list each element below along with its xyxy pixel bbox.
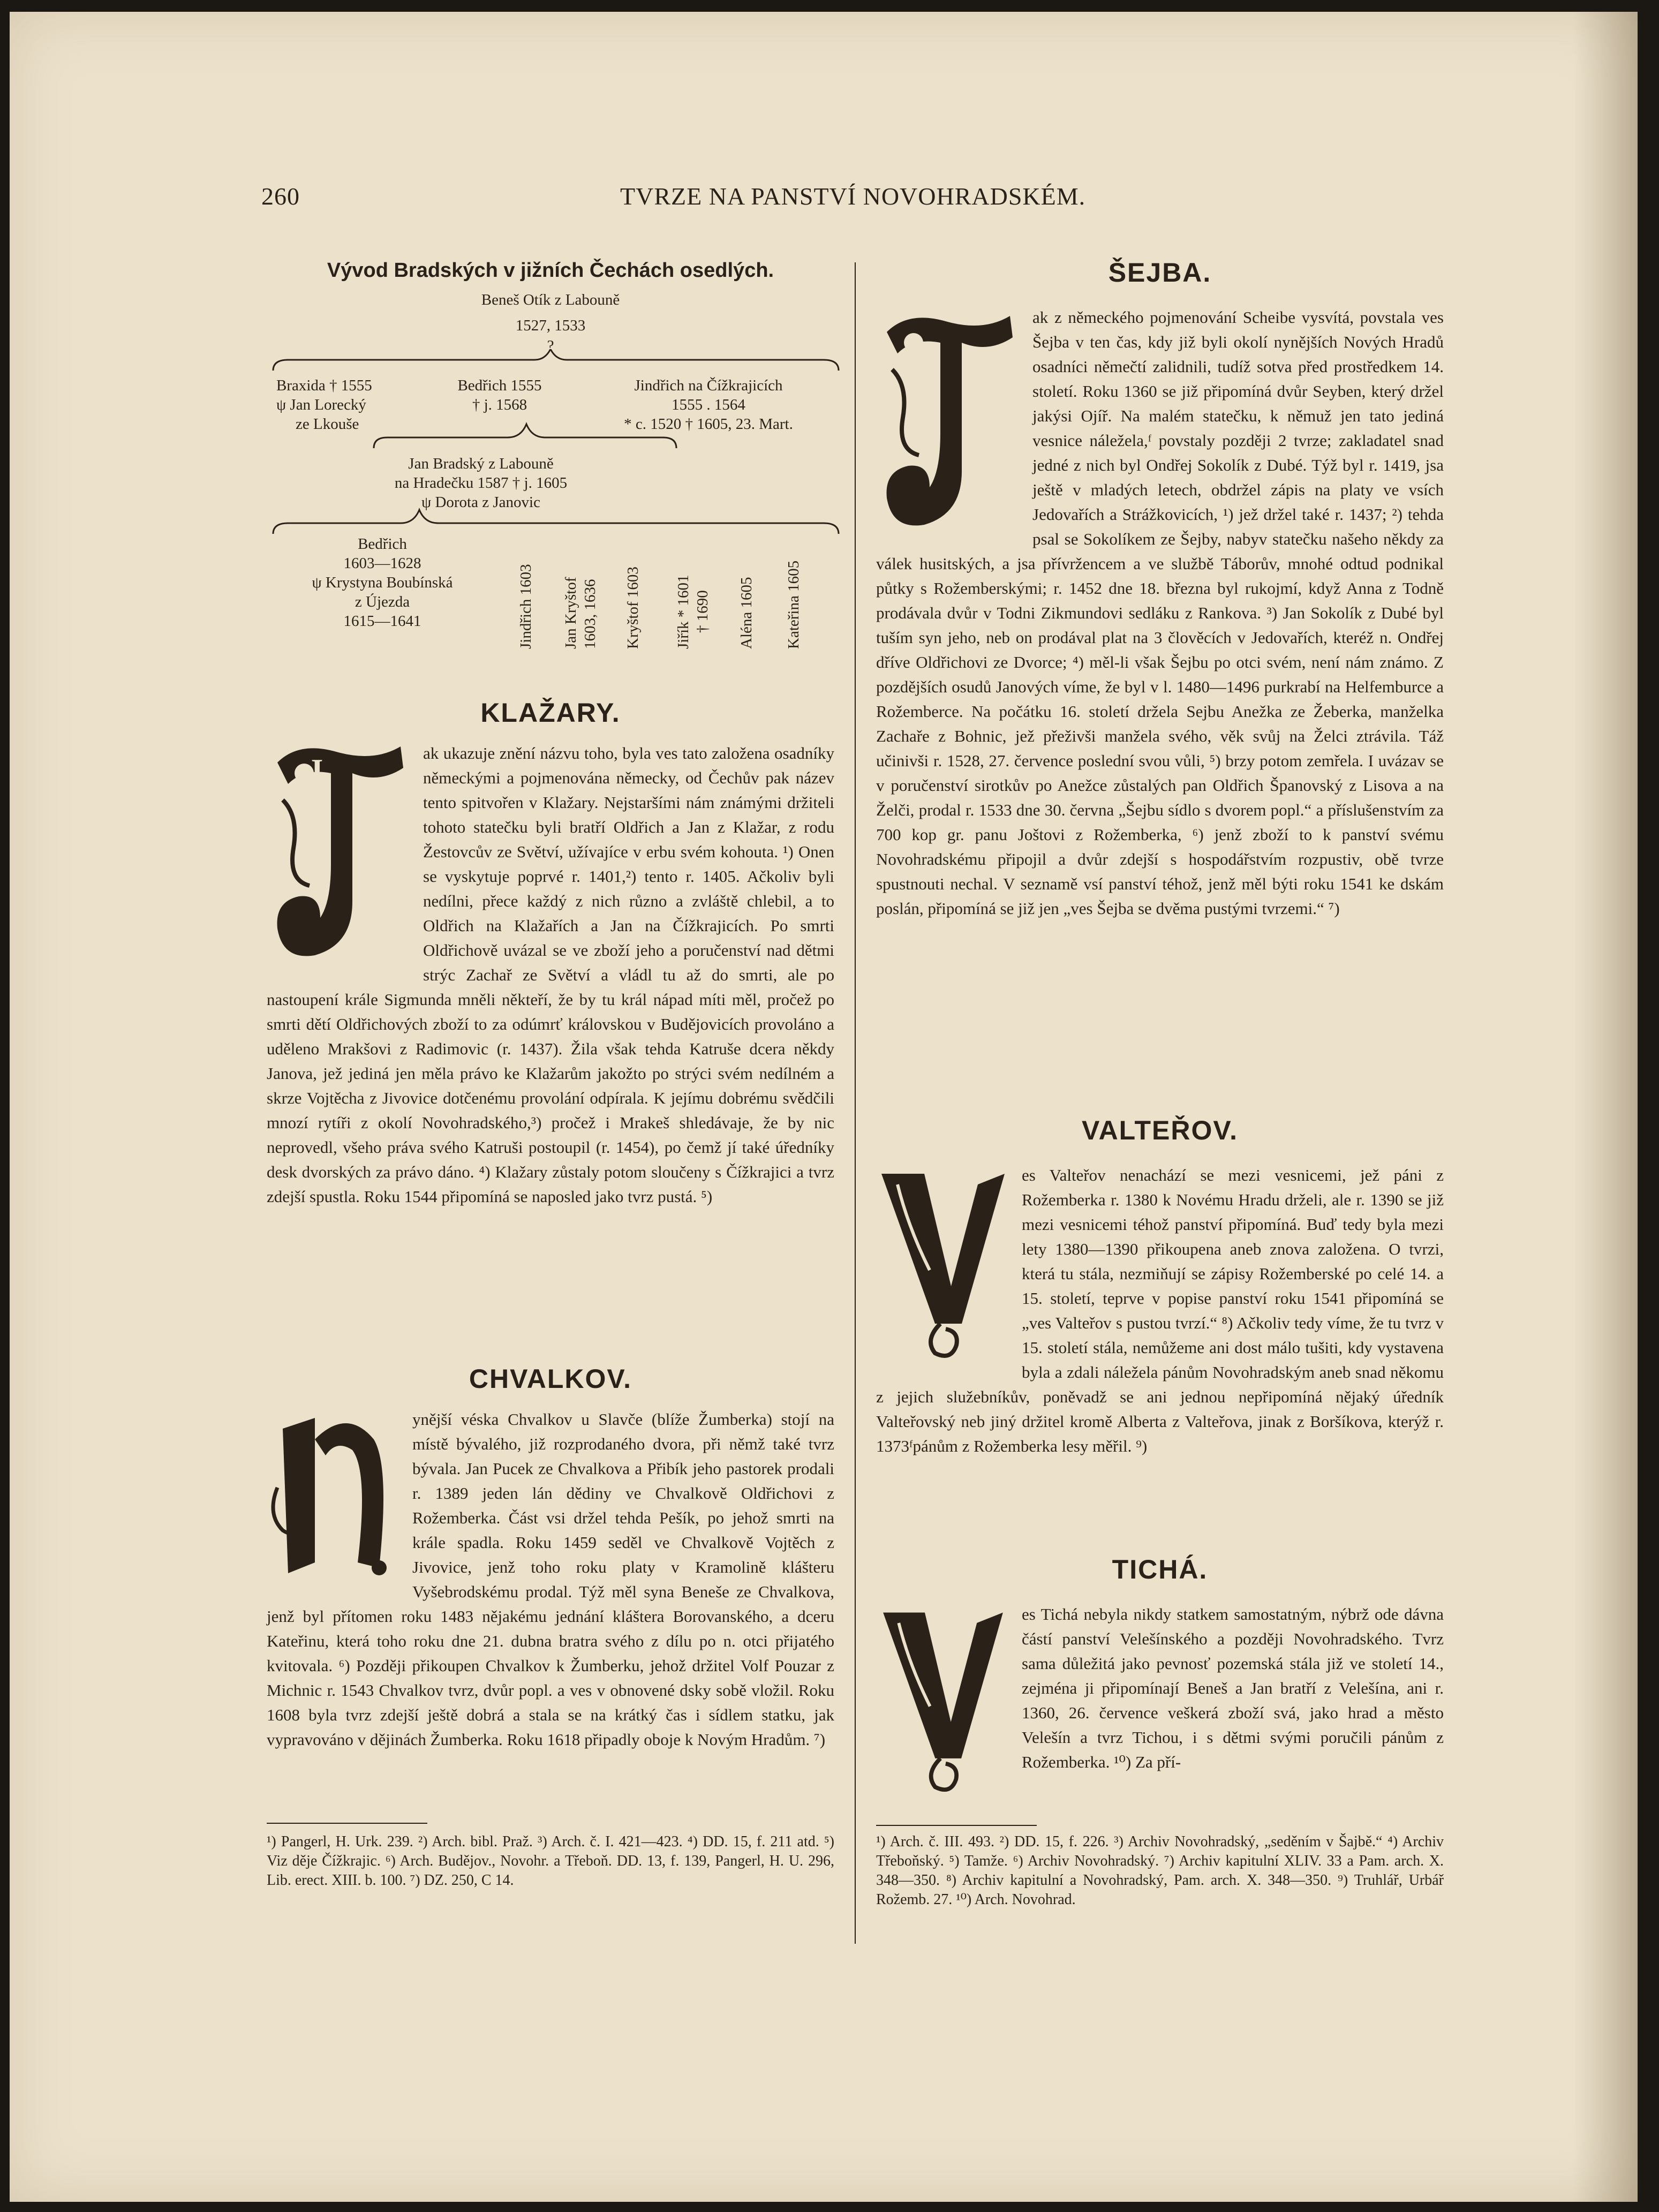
genealogy-title: Vývod Bradských v jižních Čechách osedlých. [327, 259, 774, 282]
jindrich-name: Jindřich na Čížkrajicích [634, 377, 783, 394]
paragraph-sejba: ak z německého pojmenování Scheibe vysvítá, povstala ves Šejba v ten čas, kdy již byli okolí nynějších Nových Hradů osadníci němečtí zalidnili, tudíž sotva před prostředkem 14. století. Roku 1360 se již připomíná dvůr Seyben, který držel jakýsi Ojíř. Na malém statečku, k němuž jen tato jediná vesnice náležela,ᶠ povstaly později 2 tvrze; zakladatel snad jedné z nich byl Ondřej Sokolík z Dubé. Týž byl r. 1419, jsa ještě v mladých letech, obdržel zápis na platy ve vsích Jedovařích a Strážkovicích, ¹) jež držel také r. 1437; ²) tehda psal se Sokolíkem ze Šejby, nabyv statečku našeho někdy za válek husitských, a jsa přívržencem a ve službě Táborův, mnohé odtud podnikal půtky s Rožemberskými; r. 1452 dne 18. března byl rukojmí, když Anna z Todně prodávala dvůr v Todni Zikmundovi sedláku z Rankova. ³) Jan Sokolík z Dubé byl tuším syn jeho, neb on prodával plat na 3 člověcích v Jedovařích, kteréž n. Ondřej dříve Oldřichovi ze Dvorce; ⁴) měl-li však Šejbu po otci svém, není nám známo. Z pozdějších osudů Janových víme, že byl v l. 1480—1496 purkrabí na Helfemburce a Rožemberce. Na počátku 16. století držela Sejbu Anežka ze Žeberka, manželka Zachaře z Bohnic, jež přeživši manžela svého, věk svůj na Želci ztrávila. Táž učinivši r. 1528, 27. července poslední svou vůli, ⁵) brzy potom zemřela. I uvázav se v poručenství sirotkův po Anežce zůstalých pan Oldřich Španovský z Lisova a na Želči, prodal r. 1533 dne 30. června „Šejbu sídlo s dvorem popl.“ a příslušenstvím za 700 kop gr. panu Joštovi z Rožemberka, ⁶) jenž zboží to k panství svému Novohradskému připojil a dvůr zdejší s hospodářstvím rozpustiv, obě tvrze spustnouti nechal. V seznamě vsí panství téhož, jenž měl býti roku 1541 ke dskám poslán, připomíná se již jen „ves Šejba se dvěma pustými tvrzemi.“ ⁷) [876, 308, 1444, 918]
drop-cap-v-icon-2 [876, 1602, 1010, 1795]
running-title: TVRZE NA PANSTVÍ NOVOHRADSKÉM. [620, 183, 1086, 210]
page-spine-shadow [1573, 12, 1638, 2202]
paragraph-chvalkov: ynější véska Chvalkov u Slavče (blíže Žumberka) stojí na místě bývalého, již rozprodaného dvora, při němž také tvrz bývala. Jan Pucek ze Chvalkova a Přibík jeho pastorek prodali r. 1389 jeden lán dědiny ve Chvalkově Oldřichovi z Rožemberka. Část vsi držel tehda Pešík, po jehož smrti na krále spadla. Roku 1459 seděl ve Chvalkově Vojtěch z Jivovice, jenž toho roku platy v Kramolině klášteru Vyšebrodskému prodal. Týž měl syna Beneše ze Chvalkova, jenž byl přítomen roku 1483 nějakému jednání kláštera Borovanského, a dceru Kateřinu, která toho roku dne 21. dubna bratra svého z dílu po n. otci přijatého kvitovala. ⁶) Později přikoupen Chvalkov k Žumberku, jehož držitel Volf Pouzar z Michnic r. 1543 Chvalkov tvrz, dvůr popl. a ves v obnovené dsky sobě vložil. Roku 1608 byla tvrz zdejší ještě dobrá a stala se na krátký čas i sídlem statku, jak vypravováno v dějinách Žumberka. Roku 1618 připadly oboje k Novým Hradům. ⁷) [267, 1410, 834, 1749]
genealogy-root-name: Beneš Otík z Labouně [481, 291, 620, 308]
drop-cap-j-icon-2 [876, 305, 1021, 541]
paragraph-klazary: ak ukazuje znění názvu toho, byla ves tato založena osadníky německými a pojmenována německy, od Čechův pak název tento spitvořen v Klažary. Nejstaršími nám známými držiteli tohoto statečku byli bratří Oldřich a Jan z Klažar, z rodu Žestovcův ze Světví, užívajíce v erbu svém kohouta. ¹) Onen se vyskytuje poprvé r. 1401,²) tento r. 1405. Ačkoliv byli nedílni, přece každý z nich různo a zvláště chlebil, a to Oldřich na Klažařích a Jan na Čížkrajicích. Po smrti Oldřichově uvázal se ve zboží jeho a poručenství nad dětmi strýc Zachař ze Světví a vládl tu až do smrti, ale po nastoupení krále Sigmunda mněli někteří, že by tu král nápad míti měl, pročež po smrti dětí Oldřichových zboží to za odúmrť královskou v Budějovicích provoláno a uděleno Mrakšovi z Radimovic (r. 1437). Žila však tehda Katruše dcera někdy Janova, jež jediná jen měla právo ke Klažarům jakožto po strýci svém nedílném a skrze Vojtěcha z Jivovice dotčenému provolání odpírala. K jejímu dobrému svědčili mnozí rytíři z okolí Novohradského,³) pročež i Mrakeš shledávaje, že by nic neprovedl, všeho práva svého Katruši postoupil (r. 1454), po čemž jí také úředníky desk dvorských za právo dáno. ⁴) Klažary zůstaly potom sloučeny s Čížkrajici a tvrz zdejší spustla. Roku 1544 připomíná se naposled jako tvrz pustá. ⁵) [267, 744, 834, 1206]
braxida-spouse-origin: ze Lkouše [296, 416, 359, 433]
jan-bradsky-spouse: ψ Dorota z Janovic [421, 494, 540, 511]
bedrich-2-years: 1603—1628 [343, 555, 421, 572]
section-body-sejba [876, 305, 1444, 921]
drop-cap-n-icon [267, 1407, 401, 1584]
bracket-level-3 [273, 510, 839, 534]
child-katerina: Kateřina 1605 [785, 560, 802, 649]
genealogy-root-years: 1527, 1533 [515, 317, 586, 334]
section-body-valterov [876, 1163, 1444, 1459]
paragraph-ticha: es Tichá nebyla nikdy statkem samostatným, nýbrž ode dávna částí panství Velešínského a později Novohradského. Tvrz sama důležitá jako pevnosť pozemská stála již ve století 14., zejména ji připomínají Beneš a Jan bratří z Velešína, ani r. 1360, 26. července veškerá zboží svá, jako hrad a město Velešín a tvrz Tichou, i s dětmi svými poručili pánům z Rožemberka. ¹⁰) Za pří- [1022, 1605, 1444, 1771]
column-divider [855, 262, 856, 1944]
page-number: 260 [261, 183, 300, 210]
jindrich-life: * c. 1520 † 1605, 23. Mart. [624, 416, 793, 433]
genealogy-root-note: ? [547, 337, 554, 354]
jan-bradsky-name: Jan Bradský z Labouně [408, 455, 554, 472]
bedrich-1-name: Bedřich 1555 [457, 377, 542, 394]
drop-cap-j-icon [267, 741, 411, 966]
footnotes-left: ¹) Pangerl, H. Urk. 239. ²) Arch. bibl. Praž. ³) Arch. č. I. 421—423. ⁴) DD. 15, f. 211 atd. ⁵) Viz děje Čížkrajic. ⁶) Arch. Budějov., Novohr. a Třeboň. DD. 13, f. 139, Pangerl, H. U. 296, Lib. erect. XIII. b. 100. ⁷) DZ. 250, C 14. [267, 1833, 834, 1889]
bedrich-2-spouse: ψ Krystyna Boubínská [312, 574, 453, 591]
child-jirik-line2: † 1690 [694, 590, 711, 633]
footnotes-right: ¹) Arch. č. III. 493. ²) DD. 15, f. 226. ³) Archiv Novohradský, „seděním v Šajbě.“ ⁴) Archiv Třeboňský. ⁵) Tamže. ⁶) Archiv Novohradský. ⁷) Archiv kapitulní XLIV. 33 a Pam. arch. X. 348—350. ⁸) Archiv kapitulní a Novohradský, Pam. arch. X. 348—350. ⁹) Truhlář, Urbář Rožemb. 27. ¹⁰) Arch. Novohrad. [876, 1833, 1444, 1908]
bedrich-2-spouse-origin: z Újezda [355, 593, 410, 610]
bedrich-2-name: Bedřich [358, 535, 407, 553]
drop-cap-v-icon [876, 1163, 1010, 1361]
section-title-ticha: TICHÁ. [1112, 1554, 1208, 1584]
footnote-rule-left [267, 1823, 427, 1824]
page [10, 12, 1638, 2202]
section-body-chvalkov [267, 1407, 834, 1752]
bedrich-1-death: † j. 1568 [472, 396, 527, 413]
paragraph-valterov: es Valteřov nenachází se mezi vesnicemi, jež páni z Rožemberka r. 1380 k Novému Hradu drželi, ale r. 1390 se již mezi vesnicemi téhož panství připomíná. Buď tedy byla mezi lety 1380—1390 přikoupena aneb znova založena. O tvrzi, která tu stála, nezmiňují se zápisy Rožemberské po celé 14. a 15. století, teprve v popise panství roku 1541 připomíná se „ves Valteřov s pustou tvrzí.“ ⁸) Ačkoliv tedy víme, že tu tvrz v 15. století stála, nemůžeme ani dost málo tušiti, kdy vystavena byla a zdali náležela pánům Novohradským aneb snad někomu z jejich služebníkův, poněvadž se ani jednou nepřipomíná nějaký úředník Valteřovský neb jiný držitel kromě Alberta z Valteřova, jinak z Boršíkova, kterýž r. 1373ᶠpánům z Rožemberka lesy měřil. ⁹) [876, 1166, 1444, 1455]
jan-bradsky-place: na Hradečku 1587 † j. 1605 [394, 474, 568, 492]
child-jirik [674, 575, 712, 649]
section-title-klazary: KLAŽARY. [480, 698, 621, 728]
section-body-ticha [876, 1602, 1444, 1798]
bracket-level-1 [273, 349, 839, 371]
child-krystof: Kryštof 1603 [624, 567, 642, 649]
child-jirik-line1: Jiřík * 1601 [675, 575, 692, 649]
section-title-sejba: ŠEJBA. [1108, 258, 1212, 288]
child-alena: Aléna 1605 [738, 577, 755, 649]
section-title-chvalkov: CHVALKOV. [469, 1364, 632, 1394]
child-jindrich: Jindřich 1603 [517, 564, 534, 649]
section-title-valterov: VALTEŘOV. [1081, 1115, 1239, 1145]
footnote-rule-right [876, 1825, 1037, 1826]
braxida-name: Braxida † 1555 [276, 377, 372, 394]
braxida-spouse: ψ Jan Lorecký [276, 396, 366, 413]
drop-cap-letter-klazary: J [307, 753, 323, 788]
section-body-klazary [267, 741, 834, 1209]
child-jan-krystof-line1: Jan Kryštof [562, 577, 579, 649]
child-jan-krystof [561, 577, 600, 649]
child-jan-krystof-line2: 1603, 1636 [582, 579, 599, 649]
bedrich-2-spouse-years: 1615—1641 [343, 613, 421, 630]
jindrich-years: 1555 . 1564 [672, 396, 745, 413]
